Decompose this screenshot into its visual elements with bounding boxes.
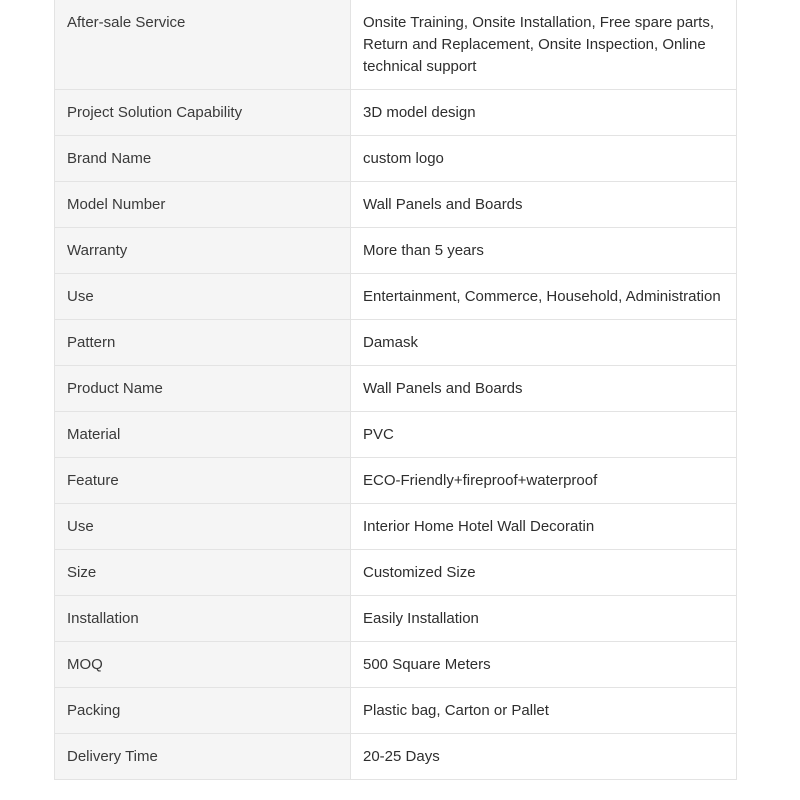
- table-row: [55, 550, 737, 596]
- spec-key: Product Name: [55, 366, 351, 412]
- spec-table-body: [55, 0, 737, 780]
- spec-key: Material: [55, 412, 351, 458]
- spec-value: Wall Panels and Boards: [351, 182, 737, 228]
- table-row: [55, 182, 737, 228]
- spec-value: custom logo: [351, 136, 737, 182]
- spec-key: Feature: [55, 458, 351, 504]
- table-row: [55, 596, 737, 642]
- spec-value: Onsite Training, Onsite Installation, Free spare parts, Return and Replacement, Onsite Inspection, Online technical support: [351, 0, 737, 90]
- spec-key: MOQ: [55, 642, 351, 688]
- table-row: [55, 642, 737, 688]
- table-row: [55, 734, 737, 780]
- product-specifications-table: [54, 0, 737, 780]
- table-row: [55, 366, 737, 412]
- table-row: [55, 136, 737, 182]
- spec-value: 3D model design: [351, 90, 737, 136]
- table-row: [55, 0, 737, 90]
- table-row: [55, 274, 737, 320]
- spec-key: Size: [55, 550, 351, 596]
- table-row: [55, 90, 737, 136]
- table-row: [55, 504, 737, 550]
- table-row: [55, 320, 737, 366]
- spec-key: Brand Name: [55, 136, 351, 182]
- spec-value: 20-25 Days: [351, 734, 737, 780]
- table-row: [55, 412, 737, 458]
- spec-value: Wall Panels and Boards: [351, 366, 737, 412]
- spec-value: Entertainment, Commerce, Household, Administration: [351, 274, 737, 320]
- spec-key: Installation: [55, 596, 351, 642]
- spec-value: PVC: [351, 412, 737, 458]
- spec-key: Delivery Time: [55, 734, 351, 780]
- spec-key: Model Number: [55, 182, 351, 228]
- spec-key: After-sale Service: [55, 0, 351, 90]
- spec-key: Use: [55, 504, 351, 550]
- spec-key: Warranty: [55, 228, 351, 274]
- spec-value: Easily Installation: [351, 596, 737, 642]
- spec-key: Use: [55, 274, 351, 320]
- table-row: [55, 458, 737, 504]
- spec-value: Interior Home Hotel Wall Decoratin: [351, 504, 737, 550]
- spec-value: More than 5 years: [351, 228, 737, 274]
- spec-key: Project Solution Capability: [55, 90, 351, 136]
- spec-value: Damask: [351, 320, 737, 366]
- table-row: [55, 688, 737, 734]
- spec-key: Pattern: [55, 320, 351, 366]
- spec-value: Customized Size: [351, 550, 737, 596]
- spec-value: ECO-Friendly+fireproof+waterproof: [351, 458, 737, 504]
- spec-key: Packing: [55, 688, 351, 734]
- spec-value: Plastic bag, Carton or Pallet: [351, 688, 737, 734]
- spec-value: 500 Square Meters: [351, 642, 737, 688]
- table-row: [55, 228, 737, 274]
